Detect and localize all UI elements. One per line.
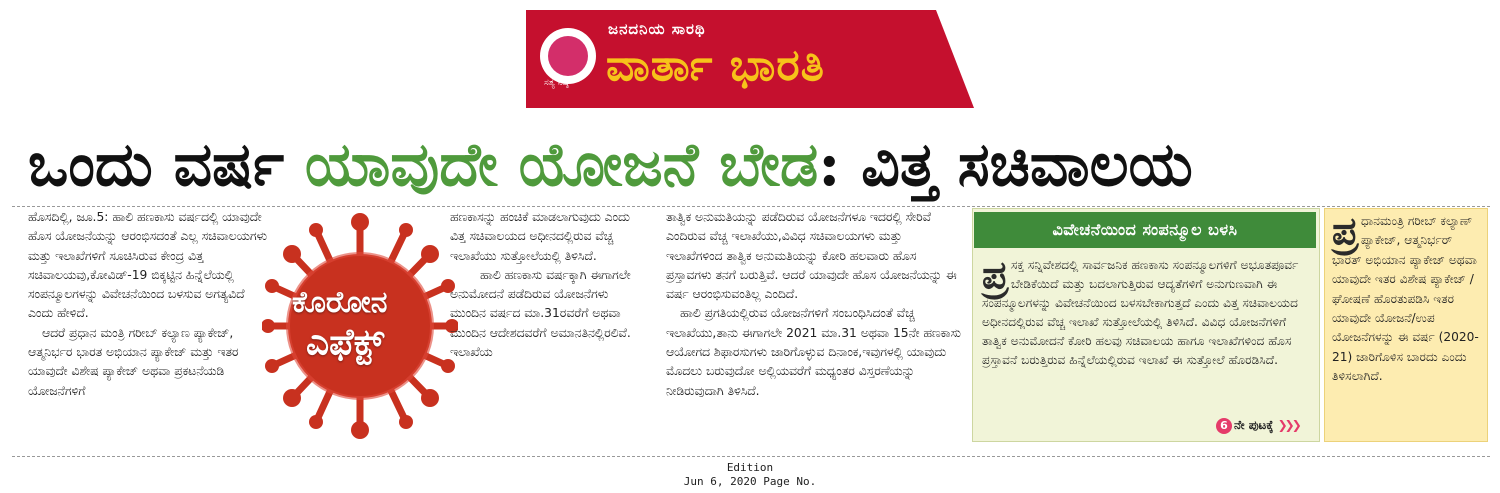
article-paragraph: ತಾತ್ವಿಕ ಅನುಮತಿಯನ್ನು ಪಡೆದಿರುವ ಯೋಜನೆಗಳೂ ಇದರಲ್ಲಿ ಸೇರಿವೆ ಎಂದಿರುವ ವೆಚ್ಚ ಇಲಾಖೆಯು,ವಿವಿಧ ಸಚಿವಾಲಯಗಳು ಮತ್ತು ಇಲಾಖೆಗಳಿಂದ ತಾತ್ವಿಕ ಅನುಮತಿಯನ್ನು ಕೋರಿ ಹಲವಾರು ಹೊಸ ಪ್ರಸ್ತಾವಗಳು ತನಗೆ ಬರುತ್ತಿವೆ. ಆದರೆ ಯಾವುದೇ ಹೊಸ ಯೋಜನೆಯನ್ನು ಈ ವರ್ಷ ಆರಂಭಿಸುವಂತಿಲ್ಲ ಎಂದಿದೆ. — [666, 210, 957, 302]
headline-part1: ಒಂದು ವರ್ಷ — [28, 130, 305, 200]
sidebar-box-text — [982, 253, 1312, 371]
article-column-3 — [666, 208, 962, 401]
edition-label: Edition — [726, 461, 774, 474]
article-paragraph: ಹಣಕಾಸನ್ನು ಹಂಚಿಕೆ ಮಾಡಲಾಗುವುದು ಎಂದು ವಿತ್ತ ಸಚಿವಾಲಯದ ಅಧೀನದಲ್ಲಿರುವ ವೆಚ್ಚ ಇಲಾಖೆಯು ಸುತ್ತೋಲೆಯಲ್ಲಿ ತಿಳಿಸಿದೆ. — [450, 210, 630, 263]
masthead-tagline: ಜನದನಿಯ ಸಾರಥಿ — [608, 20, 706, 38]
sidebar-box-packages-body: ಧಾನಮಂತ್ರಿ ಗರೀಬ್ ಕಲ್ಯಾಣ್ ಪ್ಯಾಕೇಜ್, ಆತ್ಮನಿರ್ಭರ್ ಭಾರತ್ ಅಭಿಯಾನ ಪ್ಯಾಕೇಜ್ ಅಥವಾ ಯಾವುದೇ ಇತರ ವಿಶೇಷ ಪ್ಯಾಕೇಜ್ / ಘೋಷಣೆ ಹೊರತುಪಡಿಸಿ ಇತರ ಯಾವುದೇ ಯೋಜನೆ/ಉಪ ಯೋಜನೆಗಳನ್ನು ಈ ವರ್ಷ (2020-21) ಜಾರಿಗೊಳಿಸ ಬಾರದು ಎಂದು ತಿಳಿಸಲಾಗಿದೆ. — [1332, 214, 1479, 384]
graphic-title-line2: ಎಫೆಕ್ಟ್ — [306, 322, 385, 363]
page-number-badge: 6 — [1216, 418, 1232, 434]
article-paragraph: ಹಾಲಿ ಪ್ರಗತಿಯಲ್ಲಿರುವ ಯೋಜನೆಗಳಿಗೆ ಸಂಬಂಧಿಸಿದಂತೆ ವೆಚ್ಚ ಇಲಾಖೆಯು,ತಾನು ಈಗಾಗಲೇ 2021 ಮಾ.31 ಅಥವಾ 15ನೇ ಹಣಕಾಸು ಆಯೋಗದ ಶಿಫಾರಸುಗಳು ಜಾರಿಗೊಳ್ಳುವ ದಿನಾಂಕ,ಇವುಗಳಲ್ಲಿ ಯಾವುದು ಮೊದಲು ಬರುವುದೋ ಅಲ್ಲಿಯವರೆಗೆ ಮಧ್ಯಂತರ ವಿಸ್ತರಣೆಯನ್ನು ನೀಡಿರುವುದಾಗಿ ತಿಳಿಸಿದೆ. — [666, 306, 961, 398]
article-column-1 — [28, 208, 273, 401]
arrow-right-icon: ❯❯❯ — [1277, 418, 1299, 432]
headline-part2: ಯಾವುದೇ ಯೋಜನೆ ಬೇಡ — [304, 130, 819, 200]
footer-divider — [12, 456, 1490, 457]
masthead-name: ವಾರ್ತಾ ಭಾರತಿ — [606, 40, 825, 91]
edition-date: Jun 6, 2020 Page No. — [683, 475, 817, 488]
sidebar-box-title: ವಿವೇಚನೆಯಿಂದ ಸಂಪನ್ಮೂಲ ಬಳಸಿ — [974, 212, 1316, 248]
sidebar-box-packages-text — [1332, 209, 1482, 387]
article-paragraph: ಹೊಸದಿಲ್ಲಿ, ಜೂ.5: ಹಾಲಿ ಹಣಕಾಸು ವರ್ಷದಲ್ಲಿ ಯಾವುದೇ ಹೊಸ ಯೋಜನೆಯನ್ನು ಆರಂಭಿಸದಂತೆ ಎಲ್ಲ ಸಚಿವಾಲಯಗಳು ಮತ್ತು ಇಲಾಖೆಗಳಿಗೆ ಸೂಚಿಸಿರುವ ಕೇಂದ್ರ ವಿತ್ತ ಸಚಿವಾಲಯವು,ಕೋವಿಡ್-19 ಬಿಕ್ಕಟ್ಟಿನ ಹಿನ್ನೆಲೆಯಲ್ಲಿ ಸಂಪನ್ಮೂಲಗಳನ್ನು ವಿವೇಚನೆಯಿಂದ ಬಳಸುವ ಅಗತ್ಯವಿದೆ ಎಂದು ಹೇಳಿದೆ. — [28, 210, 268, 321]
headline-part3: : ವಿತ್ತ ಸಚಿವಾಲಯ — [818, 130, 1193, 200]
drop-cap: ಪ್ರ — [1332, 209, 1359, 253]
continued-on-page-link[interactable] — [1216, 418, 1299, 434]
drop-cap: ಪ್ರ — [982, 253, 1009, 297]
masthead — [526, 10, 974, 108]
newspaper-logo-icon — [540, 28, 596, 84]
article-paragraph: ಹಾಲಿ ಹಣಕಾಸು ವರ್ಷಕ್ಕಾಗಿ ಈಗಾಗಲೇ ಅನುಮೋದನೆ ಪಡೆದಿರುವ ಯೋಜನೆಗಳು ಮುಂದಿನ ವರ್ಷದ ಮಾ.31ರವರೆಗೆ ಅಥವಾ ಮುಂದಿನ ಆದೇಶದವರೆಗೆ ಅಮಾನತಿನಲ್ಲಿರಲಿವೆ. ಇಲಾಖೆಯ — [450, 267, 631, 360]
sidebar-box-body: ಸಕ್ತ ಸನ್ನಿವೇಶದಲ್ಲಿ ಸಾರ್ವಜನಿಕ ಹಣಕಾಸು ಸಂಪನ್ಮೂಲಗಳಿಗೆ ಅಭೂತಪೂರ್ವ ಬೇಡಿಕೆಯಿದೆ ಮತ್ತು ಬದಲಾಗುತ್ತಿರುವ ಆದ್ಯತೆಗಳಿಗೆ ಅನುಗುಣವಾಗಿ ಈ ಸಂಪನ್ಮೂಲಗಳನ್ನು ವಿವೇಚನೆಯಿಂದ ಬಳಸಬೇಕಾಗುತ್ತದೆ ಎಂದು ವಿತ್ತ ಸಚಿವಾಲಯದ ಅಧೀನದಲ್ಲಿರುವ ವೆಚ್ಚ ಇಲಾಖೆ ಸುತ್ತೋಲೆಯಲ್ಲಿ ತಿಳಿಸಿದೆ. ವಿವಿಧ ಯೋಜನೆಗಳಿಗೆ ತಾತ್ವಿಕ ಅನುಮೋದನೆ ಕೋರಿ ಹಲವು ಸಚಿವಾಲಯ ಹಾಗೂ ಇಲಾಖೆಗಳಿಂದ ಹೊಸ ಪ್ರಸ್ತಾವನೆ ಬರುತ್ತಿರುವ ಹಿನ್ನೆಲೆಯಲ್ಲಿರುವ ಇಲಾಖೆ ಈ ಸುತ್ತೋಲೆ ಹೊರಡಿಸಿದೆ. — [982, 258, 1299, 368]
headline — [28, 125, 1488, 205]
logo-motto: ಸತ್ಯ ನಿಷ್ಠೆ — [544, 78, 570, 88]
continued-label: ನೇ ಪುಟಕ್ಕೆ — [1234, 418, 1274, 432]
graphic-title-line1: ಕೊರೋನ — [292, 285, 388, 320]
article-paragraph: ಆದರೆ ಪ್ರಧಾನ ಮಂತ್ರಿ ಗರೀಬ್ ಕಲ್ಯಾಣ ಪ್ಯಾಕೇಜ್, ಆತ್ಮನಿರ್ಭರ ಭಾರತ ಅಭಿಯಾನ ಪ್ಯಾಕೇಜ್ ಮತ್ತು ಇತರ ಯಾವುದೇ ವಿಶೇಷ ಪ್ಯಾಕೇಜ್ ಅಥವಾ ಪ್ರಕಟನೆಯಡಿ ಯೋಜನೆಗಳಿಗೆ — [28, 325, 239, 398]
article-column-2 — [450, 208, 640, 362]
